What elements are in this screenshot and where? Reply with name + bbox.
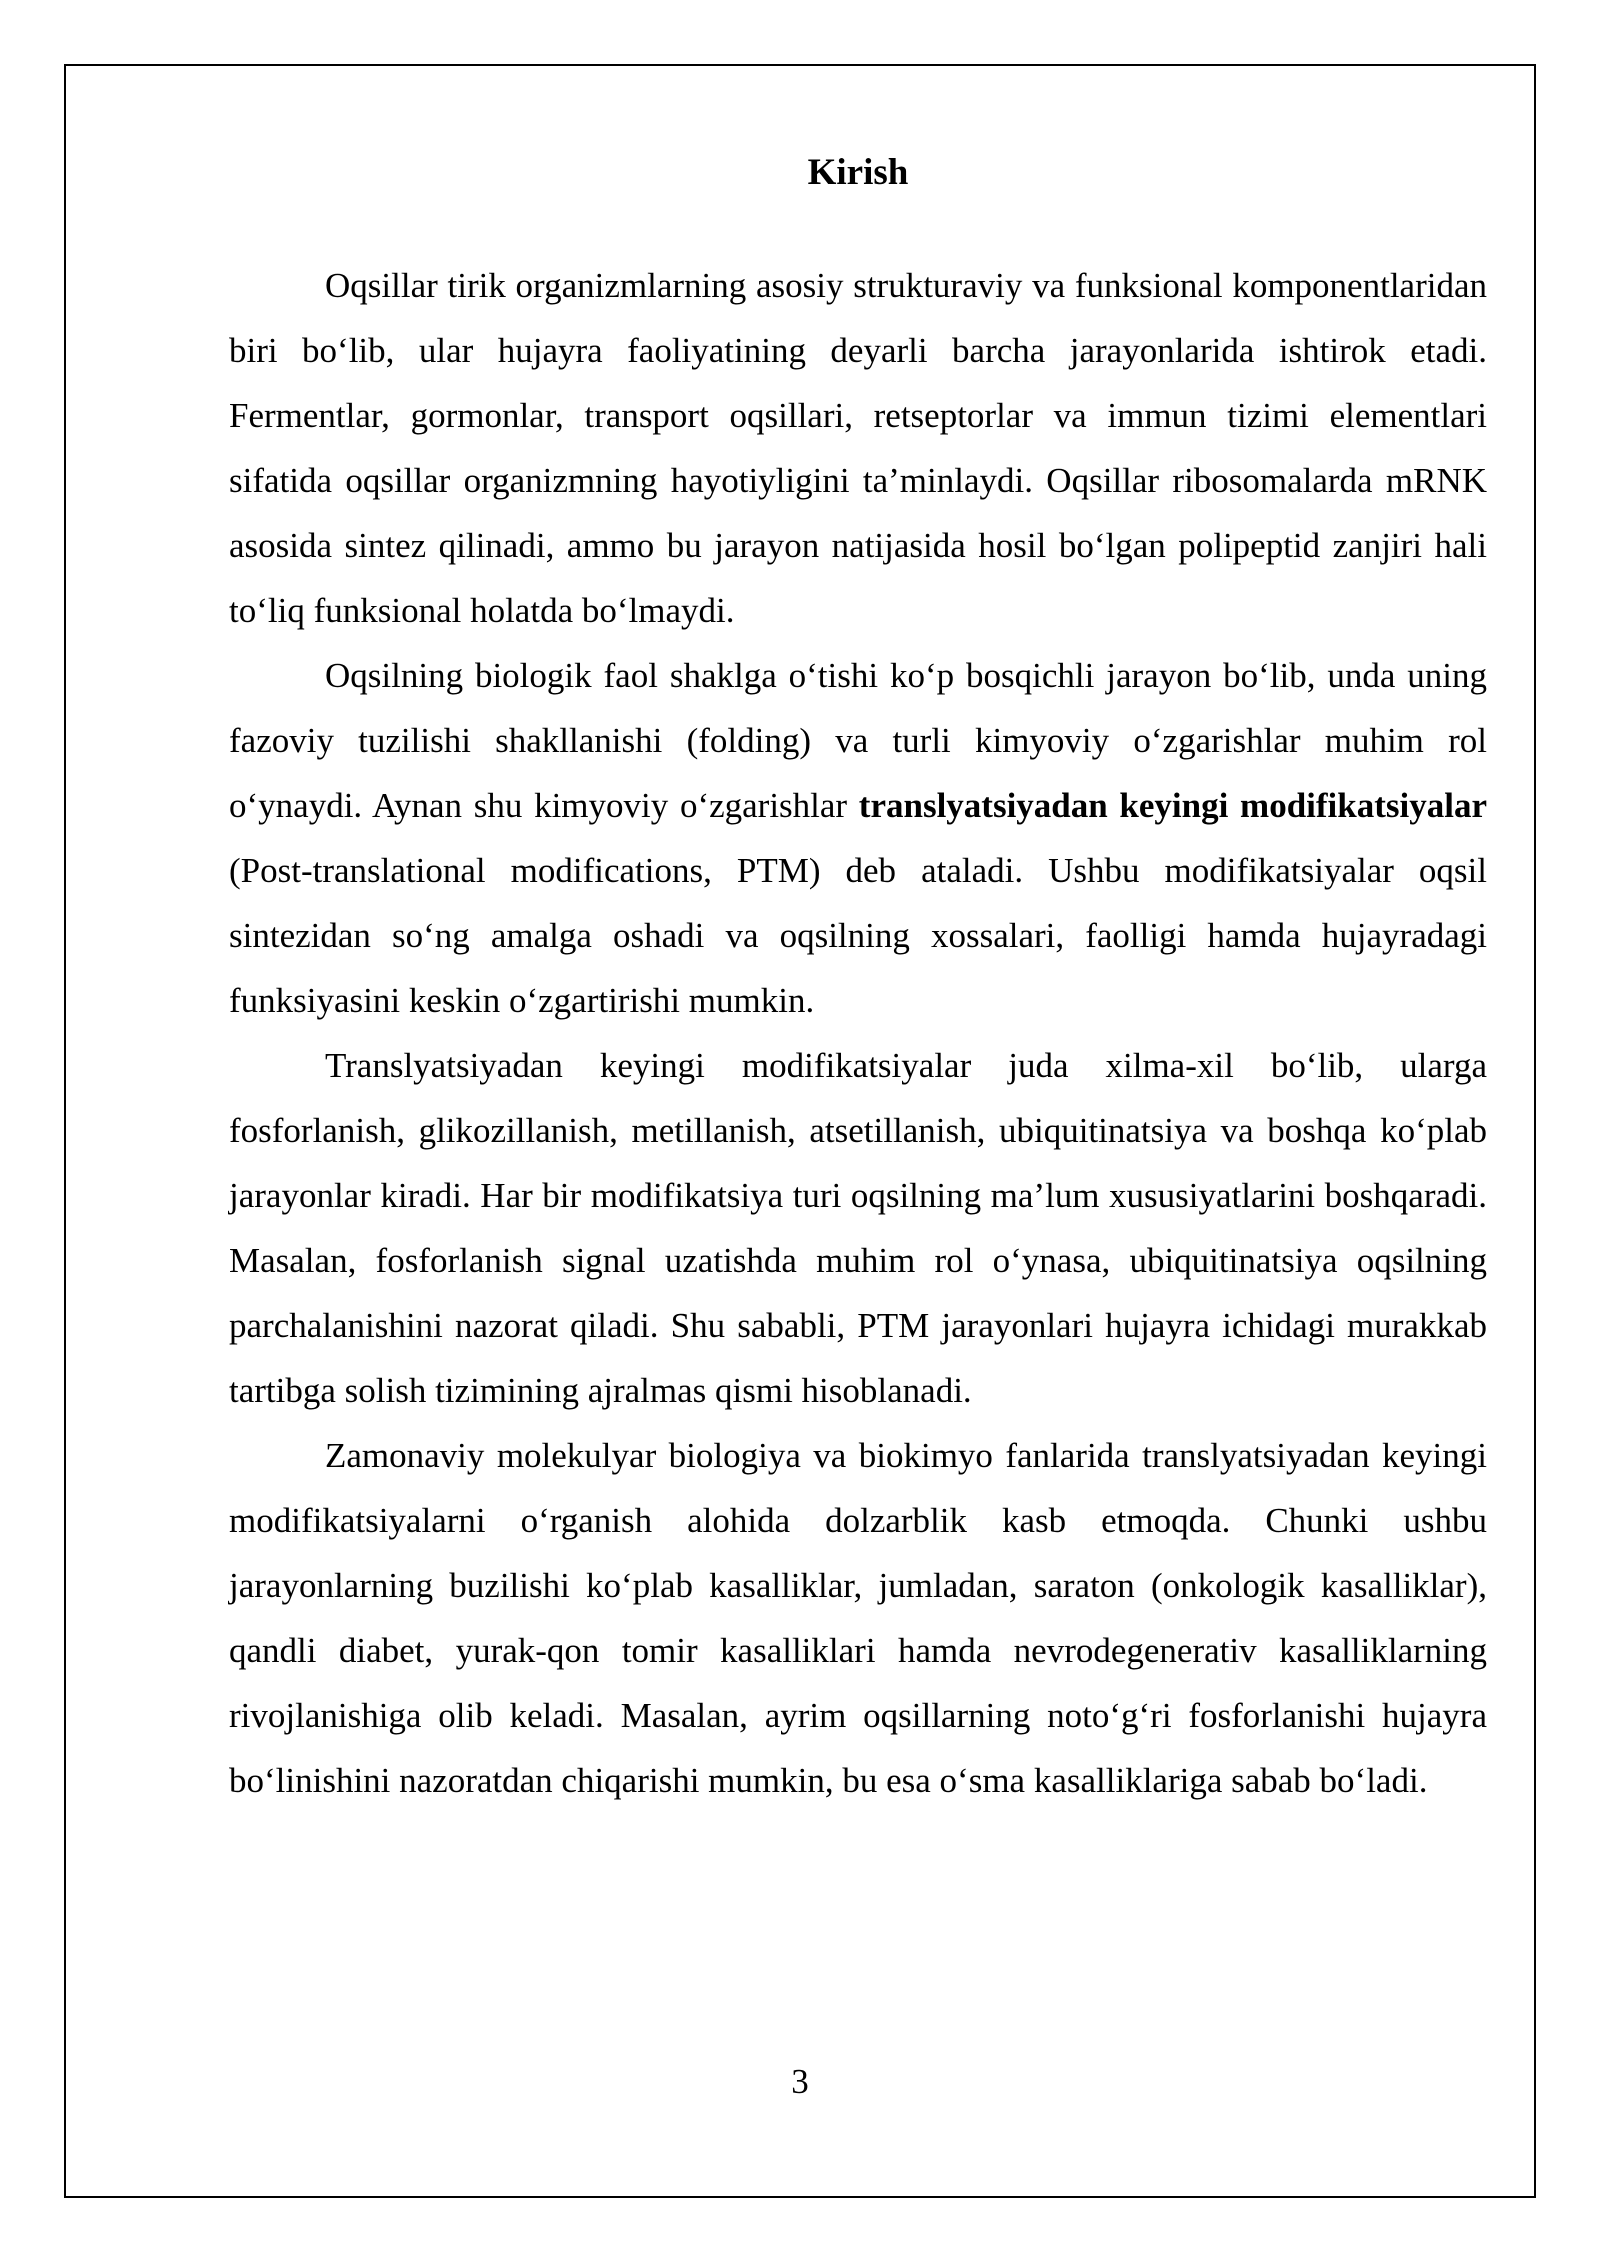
paragraph-1 — [229, 253, 1487, 643]
document-body — [229, 140, 1487, 1813]
paragraph-4 — [229, 1423, 1487, 1813]
paragraph-3 — [229, 1033, 1487, 1423]
page-number: 3 — [791, 2062, 809, 2101]
paragraph-2-bold-term: translyatsiyadan keyingi modifikatsiyalar — [858, 786, 1488, 825]
paragraph-2 — [229, 643, 1487, 1033]
section-title: Kirish — [807, 152, 909, 193]
paragraph-2-text-start: Oqsilning biologik faol shaklga o‘tishi ko‘p bosqichli jarayon bo‘lib, unda uning fazoviy tuzilishi shakllanishi (folding) va turli kimyoviy o‘zgarishlar muhim rol o‘ynaydi. Aynan shu kimyoviy o‘zgarishlar — [229, 656, 1487, 825]
paragraph-2-text-end: (Post-translational modifications, PTM) deb ataladi. Ushbu modifikatsiyalar oqsil sintezidan so‘ng amalga oshadi va oqsilning xossalari, faolligi hamda hujayradagi funksiyasini keskin o‘zgartirishi mumkin. — [229, 851, 1487, 1020]
paragraph-1-text: Oqsillar tirik organizmlarning asosiy strukturaviy va funksional komponentlaridan biri bo‘lib, ular hujayra faoliyatining deyarli barcha jarayonlarida ishtirok etadi. Fermentlar, gormonlar, transport oqsillari, retseptorlar va immun tizimi elementlari sifatida oqsillar organizmning hayotiyligini ta’minlaydi. Oqsillar ribosomalarda mRNK asosida sintez qilinadi, ammo bu jarayon natijasida hosil bo‘lgan polipeptid zanjiri hali to‘liq funksional holatda bo‘lmaydi. — [229, 266, 1487, 630]
paragraph-3-text: Translyatsiyadan keyingi modifikatsiyalar juda xilma-xil bo‘lib, ularga fosforlanish, glikozillanish, metillanish, atsetillanish, ubiquitinatsiya va boshqa ko‘plab jarayonlar kiradi. Har bir modifikatsiya turi oqsilning ma’lum xususiyatlarini boshqaradi. Masalan, fosforlanish signal uzatishda muhim rol o‘ynasa, ubiquitinatsiya oqsilning parchalanishini nazorat qiladi. Shu sababli, PTM jarayonlari hujayra ichidagi murakkab tartibga solish tizimining ajralmas qismi hisoblanadi. — [229, 1046, 1487, 1410]
paragraph-4-text: Zamonaviy molekulyar biologiya va biokimyo fanlarida translyatsiyadan keyingi modifikatsiyalarni o‘rganish alohida dolzarblik kasb etmoqda. Chunki ushbu jarayonlarning buzilishi ko‘plab kasalliklar, jumladan, saraton (onkologik kasalliklar), qandli diabet, yurak-qon tomir kasalliklari hamda nevrodegenerativ kasalliklarning rivojlanishiga olib keladi. Masalan, ayrim oqsillarning noto‘g‘ri fosforlanishi hujayra bo‘linishini nazoratdan chiqarishi mumkin, bu esa o‘sma kasalliklariga sabab bo‘ladi. — [229, 1436, 1487, 1800]
